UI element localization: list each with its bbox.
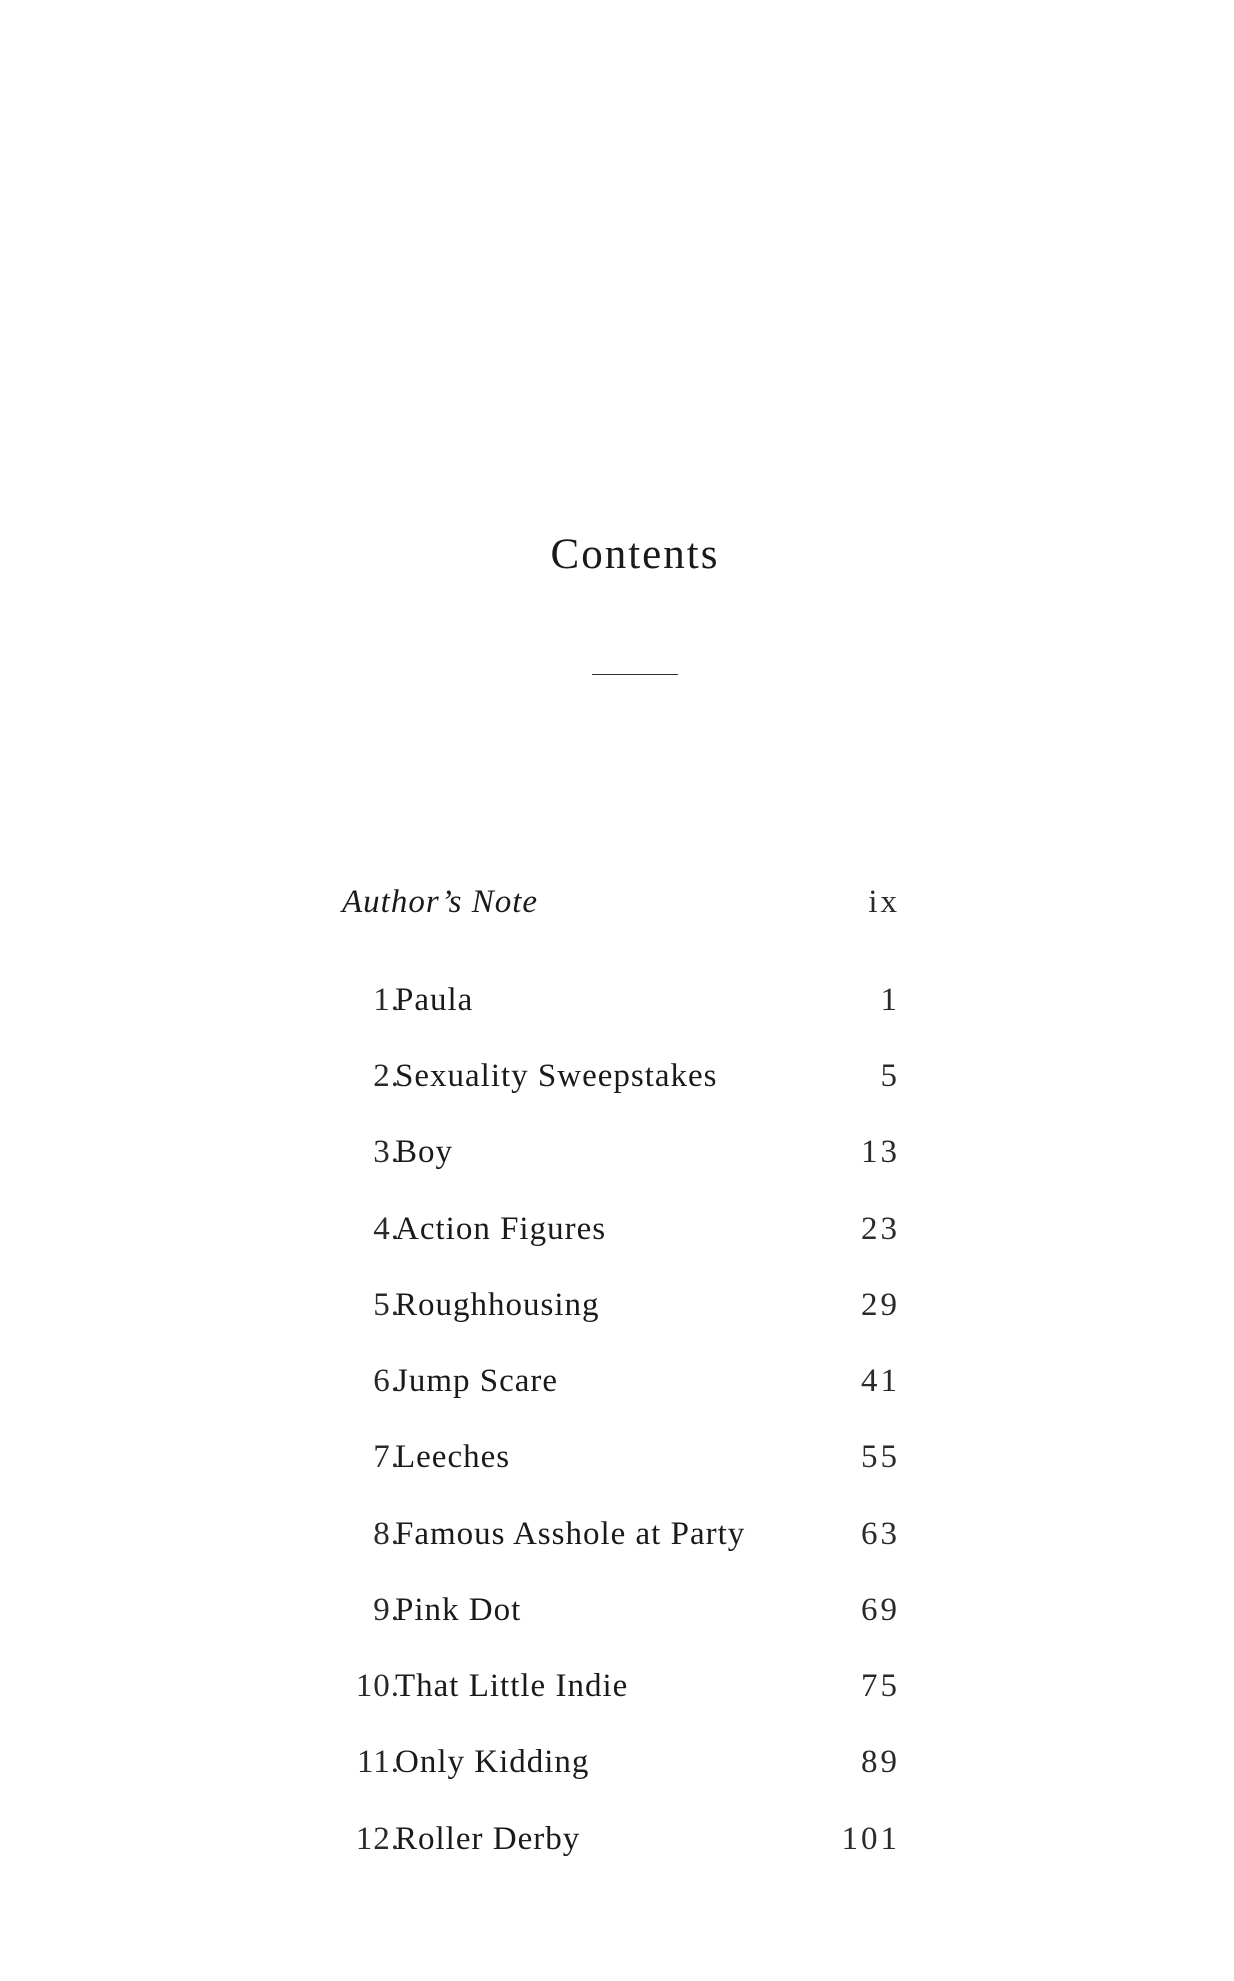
- toc-entry-page: 69: [861, 1592, 900, 1628]
- toc-entry-title: Famous Asshole at Party: [395, 1516, 746, 1552]
- toc-entry-title: Sexuality Sweepstakes: [395, 1058, 718, 1094]
- toc-entry-page: 5: [880, 1058, 900, 1094]
- toc-entry-page: 63: [861, 1516, 900, 1552]
- toc-entry-number: 2.: [373, 1058, 400, 1094]
- toc-entry-title: That Little Indie: [395, 1668, 629, 1704]
- toc-entry-page: ix: [868, 884, 900, 920]
- toc-entry[interactable]: [340, 1435, 900, 1479]
- toc-entry-title: Leeches: [395, 1439, 511, 1475]
- toc-entry-title: Roller Derby: [395, 1821, 581, 1857]
- title-divider: [592, 674, 678, 675]
- toc-entry-title: Boy: [395, 1134, 454, 1170]
- toc-entry[interactable]: [340, 1512, 900, 1556]
- toc-entry-title: Action Figures: [395, 1211, 607, 1247]
- toc-entry-page: 13: [861, 1134, 900, 1170]
- toc-entry-page: 29: [861, 1287, 900, 1323]
- toc-entry[interactable]: [340, 1740, 900, 1784]
- toc-entry-page: 55: [861, 1439, 900, 1475]
- toc-entry[interactable]: [340, 1207, 900, 1251]
- toc-entry-authors-note[interactable]: [340, 880, 900, 924]
- toc-entry-number: 3.: [373, 1134, 400, 1170]
- toc-entry-number: 9.: [373, 1592, 400, 1628]
- toc-entry-number: 11.: [356, 1744, 400, 1780]
- toc-entry-number: 12.: [355, 1821, 400, 1857]
- toc-entry-number: 4.: [373, 1211, 400, 1247]
- toc-entry[interactable]: [340, 978, 900, 1022]
- toc-entry-title: Jump Scare: [395, 1363, 559, 1399]
- toc-entry-page: 101: [841, 1821, 900, 1857]
- toc-entry-number: 1.: [373, 982, 400, 1018]
- toc-entry[interactable]: [340, 1283, 900, 1327]
- toc-entry-page: 23: [861, 1211, 900, 1247]
- toc-entry[interactable]: [340, 1588, 900, 1632]
- toc-entry[interactable]: [340, 1664, 900, 1708]
- toc-entry-title: Author’s Note: [342, 884, 539, 920]
- toc-entry-page: 41: [861, 1363, 900, 1399]
- toc-entry-number: 6.: [373, 1363, 400, 1399]
- toc-entry-number: 5.: [373, 1287, 400, 1323]
- toc-entry[interactable]: [340, 1817, 900, 1861]
- toc-entry-page: 89: [861, 1744, 900, 1780]
- toc-entry-title: Roughhousing: [395, 1287, 600, 1323]
- toc-entry[interactable]: [340, 1054, 900, 1098]
- toc-entry-page: 75: [861, 1668, 900, 1704]
- toc-entry-title: Paula: [395, 982, 474, 1018]
- toc-entry-title: Pink Dot: [395, 1592, 522, 1628]
- page-title: Contents: [550, 531, 720, 578]
- toc-entry-number: 10.: [355, 1668, 400, 1704]
- toc-entry-number: 8.: [373, 1516, 400, 1552]
- toc-entry-page: 1: [880, 982, 900, 1018]
- toc-entry-number: 7.: [373, 1439, 400, 1475]
- toc-entry[interactable]: [340, 1359, 900, 1403]
- toc-entry[interactable]: [340, 1130, 900, 1174]
- toc-entry-title: Only Kidding: [395, 1744, 590, 1780]
